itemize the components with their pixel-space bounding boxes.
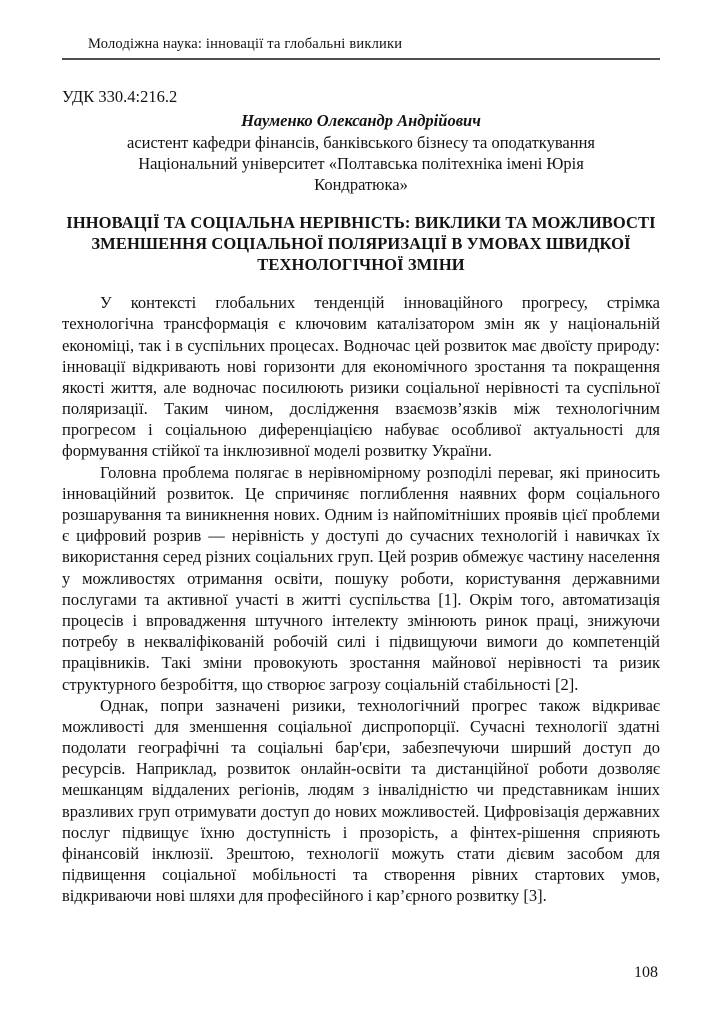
article-title: ІННОВАЦІЇ ТА СОЦІАЛЬНА НЕРІВНІСТЬ: ВИКЛИКИ ТА МОЖЛИВОСТІ ЗМЕНШЕННЯ СОЦІАЛЬНОЇ ПОЛЯРИЗАЦІЇ В УМОВАХ ШВИДКОЇ ТЕХНОЛОГІЧНОЇ ЗМІНИ [66,212,656,275]
header-rule-divider [62,58,660,60]
article-paragraph: Головна проблема полягає в нерівномірному розподілі переваг, які приносить інноваційний розвиток. Це спричиняє поглиблення наявних форм соціального розшарування та виникнення нових. Одним із найпомітніших проявів цієї проблеми є цифровий розрив — нерівність у доступі до сучасних технологій і навичках їх використання серед різних соціальних груп. Цей розрив обмежує частину населення у можливостях отримання освіти, пошуку роботи, користування державними послугами та активної участі в житті суспільства [1]. Окрім того, автоматизація процесів і впровадження штучного інтелекту змінюють ринок праці, знижуючи потребу в некваліфікованій робочій силі і підвищуючи вимоги до компетенцій працівників. Такі зміни провокують зростання майнової нерівності та ризик структурного безробіття, що створює загрозу соціальній стабільності [2]. [62,462,660,694]
article-body [62,292,660,906]
author-position: асистент кафедри фінансів, банківського бізнесу та оподаткування [127,132,595,152]
page-number: 108 [634,964,658,981]
running-header [62,36,660,60]
article-paragraph: У контексті глобальних тенденцій інноваційного прогресу, стрімка технологічна трансформація є ключовим каталізатором змін як у національній економіці, так і в суспільних процесах. Водночас цей розвиток має двоїсту природу: інновації відкривають нові горизонти для економічного зростання та покращення якості життя, але водночас посилюють ризики соціальної нерівності та суспільної поляризації. Таким чином, дослідження взаємозв’язків між технологічним прогресом і соціальною диференціацією набуває особливої актуальності для формування стійкої та інклюзивної моделі розвитку України. [62,293,660,461]
article-paragraph: Однак, попри зазначені ризики, технологічний прогрес також відкриває можливості для зменшення соціальної диспропорції. Сучасні технології здатні подолати географічні та соціальні бар'єри, забезпечуючи ширший доступ до ресурсів. Наприклад, розвиток онлайн-освіти та дистанційної роботи дозволяє мешканцям віддалених регіонів, людям з інвалідністю чи представникам інших вразливих груп отримувати доступ до нових можливостей. Цифровізація державних послуг підвищує їхню доступність і прозорість, а фінтех-рішення сприяють фінансовій інклюзії. Зрештою, технології можуть стати дієвим засобом для підвищення соціальної мобільності та створення рівних стартових умов, відкриваючи нові шляхи для професійного і кар’єрного розвитку [3]. [62,695,660,906]
author-name: Науменко Олександр Андрійович [241,111,481,131]
author-affiliation: Національний університет «Полтавська політехніка імені Юрія Кондратюка» [138,153,584,194]
udc-code: УДК 330.4:216.2 [62,87,178,107]
running-header-text: Молодіжна наука: інновації та глобальні виклики [88,36,403,52]
